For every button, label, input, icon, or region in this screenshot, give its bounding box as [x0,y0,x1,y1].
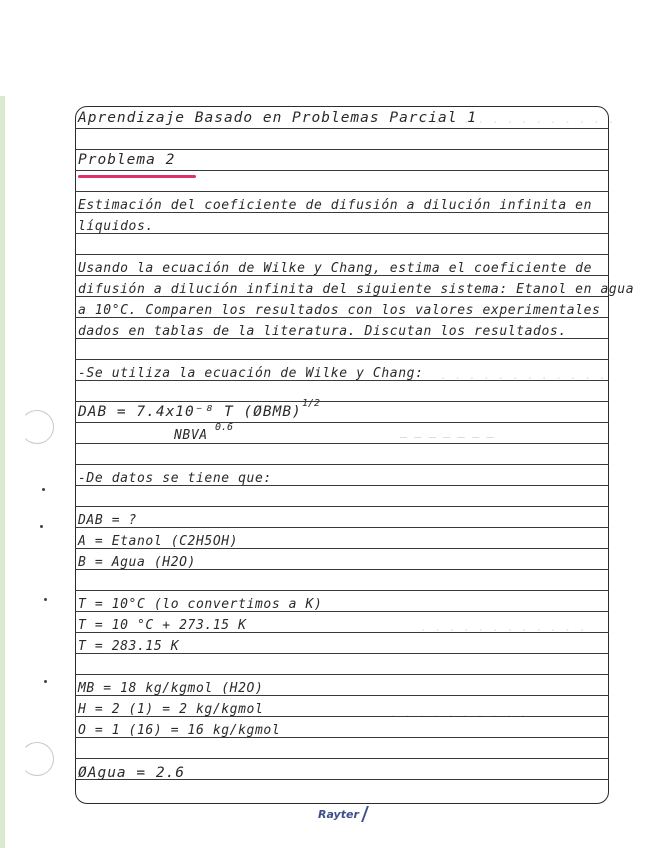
bleed-through-text: . . . . . . . . . . [390,706,528,720]
ruled-line [75,674,609,675]
text-line: -De datos se tiene que: [78,471,272,486]
text-line: DAB = ? [78,513,137,528]
ruled-line [75,506,609,507]
ruled-line [75,128,609,129]
margin-dot [44,598,47,601]
formula-numerator: DAB = 7.4x10⁻⁸ T (ØBMB) [78,404,302,420]
text-line: Estimación del coeficiente de difusión a dilución infinita en [78,198,593,213]
bleed-through-text: . . . . . . . . . . . . . . [420,112,616,126]
text-line: difusión a dilución infinita del siguiente sistema: Etanol en agua [78,282,635,297]
text-line: -Se utiliza la ecuación de Wilke y Chang: [78,366,424,381]
margin-dot [44,680,47,683]
text-line: B = Agua (H2O) [78,555,196,570]
bleed-through-text: — — — — — — — [400,430,494,444]
problem-heading-underline [78,175,196,178]
text-line: dados en tablas de la literatura. Discutan los resultados. [78,324,567,339]
ruled-line [75,464,609,465]
text-line: ØAgua = 2.6 [78,765,186,781]
ruled-line [75,758,609,759]
formula-exponent: 1/2 [302,398,321,409]
bleed-through-text: . . . . . . . . . . . . [420,620,587,634]
bleed-through-text: . . . . . . . . . . . . [440,368,607,382]
notebook-brand-logo: Rayter [318,808,359,821]
text-line: A = Etanol (C2H5OH) [78,534,239,549]
text-line: T = 283.15 K [78,639,180,654]
formula-denominator: NBVA [174,428,208,443]
text-line: T = 10°C (lo convertimos a K) [78,597,323,612]
text-line: T = 10 °C + 273.15 K [78,618,247,633]
margin-dot [42,488,45,491]
text-line: MB = 18 kg/kgmol (H2O) [78,681,264,696]
text-line: Usando la ecuación de Wilke y Chang, estima el coeficiente de [78,261,593,276]
text-line: a 10°C. Comparen los resultados con los valores experimentales [78,303,601,318]
problem-heading: Problema 2 [78,152,176,168]
ruled-line [75,443,609,444]
ruled-line [75,233,609,234]
formula-denominator-exponent: 0.6 [215,422,234,433]
ruled-line [75,170,609,171]
ruled-line [75,527,609,528]
ruled-line [75,401,609,402]
ruled-line [75,191,609,192]
ruled-line [75,590,609,591]
ruled-line [75,254,609,255]
binder-hole-top [20,410,54,444]
page-margin-strip [0,96,5,848]
ruled-line [75,149,609,150]
text-line: O = 1 (16) = 16 kg/kgmol [78,723,281,738]
binder-hole-bottom [20,742,54,776]
text-line: líquidos. [78,219,154,234]
page-title: Aprendizaje Basado en Problemas Parcial 1 [78,110,477,126]
margin-dot [40,525,43,528]
text-line: H = 2 (1) = 2 kg/kgmol [78,702,264,717]
ruled-line [75,359,609,360]
ruled-line [75,422,609,423]
